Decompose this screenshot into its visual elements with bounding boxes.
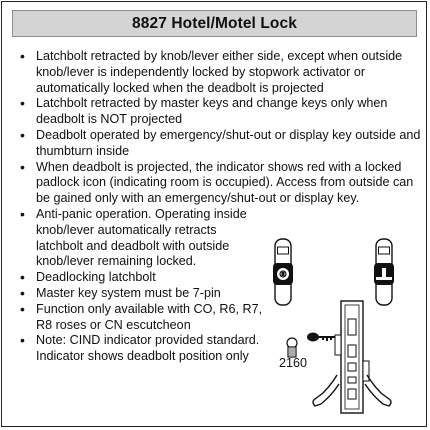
list-item: • Deadbolt operated by emergency/shut-out or display key outside and thumbturn inside xyxy=(20,128,426,160)
model-number: 2160 xyxy=(279,356,308,370)
page-title: 8827 Hotel/Motel Lock xyxy=(132,14,297,32)
outside-escutcheon-icon xyxy=(273,239,293,305)
key-cylinder-icon xyxy=(287,333,335,358)
list-item: • Anti-panic operation. Operating inside knob/lever automatically retracts latchbolt and deadbolt with outside knob/lever remaining locked. xyxy=(20,207,266,270)
list-item: • When deadbolt is projected, the indicator shows red with a locked padlock icon (indicating room is occupied). Access from outside can be gained only with an emergency/shut-out or display key. xyxy=(20,160,426,207)
title-bar xyxy=(12,10,417,37)
list-item: • Master key system must be 7-pin xyxy=(20,286,266,302)
list-item: • Note: CIND indicator provided standard. Indicator shows deadbolt position only xyxy=(20,333,266,365)
mortise-lock-body-icon xyxy=(313,301,391,413)
list-item: • Function only available with CO, R6, R7, R8 roses or CN escutcheon xyxy=(20,302,266,334)
inside-escutcheon-icon xyxy=(374,239,394,305)
list-item: • Deadlocking latchbolt xyxy=(20,270,266,286)
list-item: • Latchbolt retracted by master keys and change keys only when deadbolt is NOT projected xyxy=(20,96,426,128)
lock-illustration xyxy=(255,235,415,420)
list-item: • Latchbolt retracted by knob/lever either side, except when outside knob/lever is independently locked by stopwork activator or automatically locked when the deadbolt is projected xyxy=(20,49,426,96)
